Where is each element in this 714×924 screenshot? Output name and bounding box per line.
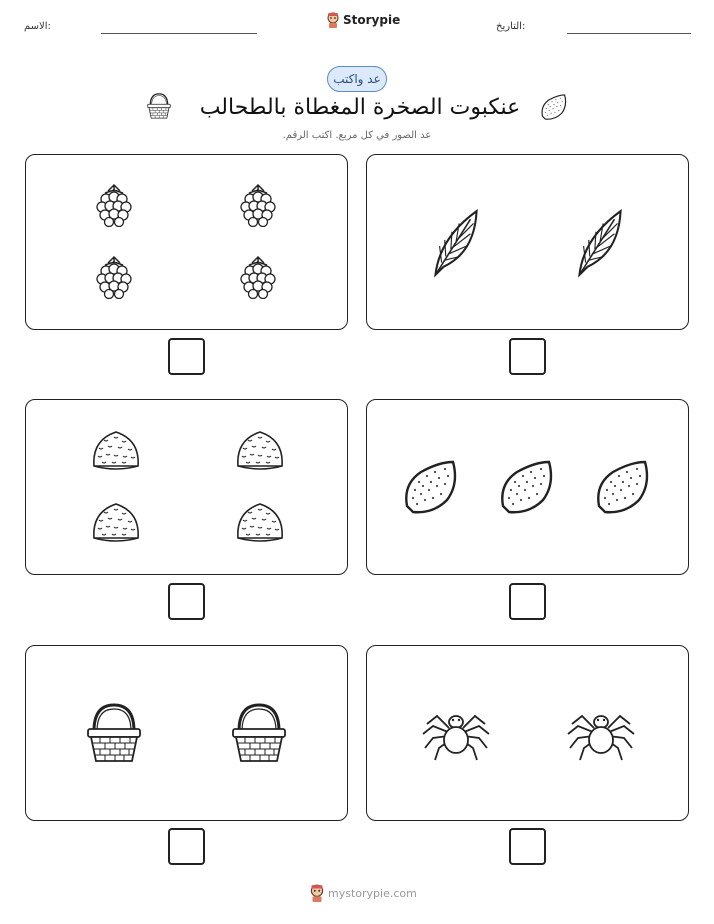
moss-clump-icon	[234, 500, 286, 544]
name-label: الاسم:	[24, 21, 51, 32]
panel-leaves	[366, 154, 689, 330]
raspberry-icon	[94, 255, 134, 299]
activity-badge: عد واكتب	[327, 66, 387, 92]
answer-box[interactable]	[509, 828, 546, 865]
leaf-icon	[429, 207, 481, 279]
raspberry-icon	[94, 183, 134, 227]
answer-box[interactable]	[168, 828, 205, 865]
basket-icon	[84, 701, 144, 765]
storypie-mascot-icon	[309, 884, 325, 902]
panel-seed-pods	[366, 399, 689, 575]
seed-pod-icon	[403, 458, 459, 516]
basket-icon	[229, 701, 289, 765]
seed-pod-icon	[499, 458, 555, 516]
raspberry-icon	[238, 183, 278, 227]
leaf-icon	[573, 207, 625, 279]
seed-pod-icon	[540, 93, 568, 121]
brand-name: Storypie	[343, 13, 401, 27]
spider-icon	[566, 702, 636, 762]
moss-clump-icon	[90, 500, 142, 544]
answer-box[interactable]	[168, 583, 205, 620]
panel-baskets	[25, 645, 348, 821]
spider-icon	[421, 702, 491, 762]
moss-clump-icon	[90, 428, 142, 472]
moss-clump-icon	[234, 428, 286, 472]
seed-pod-icon	[595, 458, 651, 516]
panel-spiders	[366, 645, 689, 821]
date-label: التاريخ:	[496, 21, 526, 32]
storypie-mascot-icon	[326, 12, 340, 28]
worksheet-title: عنكبوت الصخرة المغطاة بالطحالب	[199, 95, 521, 120]
answer-box[interactable]	[509, 583, 546, 620]
footer-url[interactable]: mystorypie.com	[328, 886, 417, 900]
brand-logo	[326, 12, 400, 28]
date-line[interactable]	[567, 33, 691, 34]
name-line[interactable]	[101, 33, 257, 34]
panel-raspberries	[25, 154, 348, 330]
instructions: عد الصور في كل مربع. اكتب الرقم.	[282, 130, 432, 141]
panel-moss-clumps	[25, 399, 348, 575]
footer	[309, 884, 417, 902]
answer-box[interactable]	[509, 338, 546, 375]
answer-box[interactable]	[168, 338, 205, 375]
raspberry-icon	[238, 255, 278, 299]
